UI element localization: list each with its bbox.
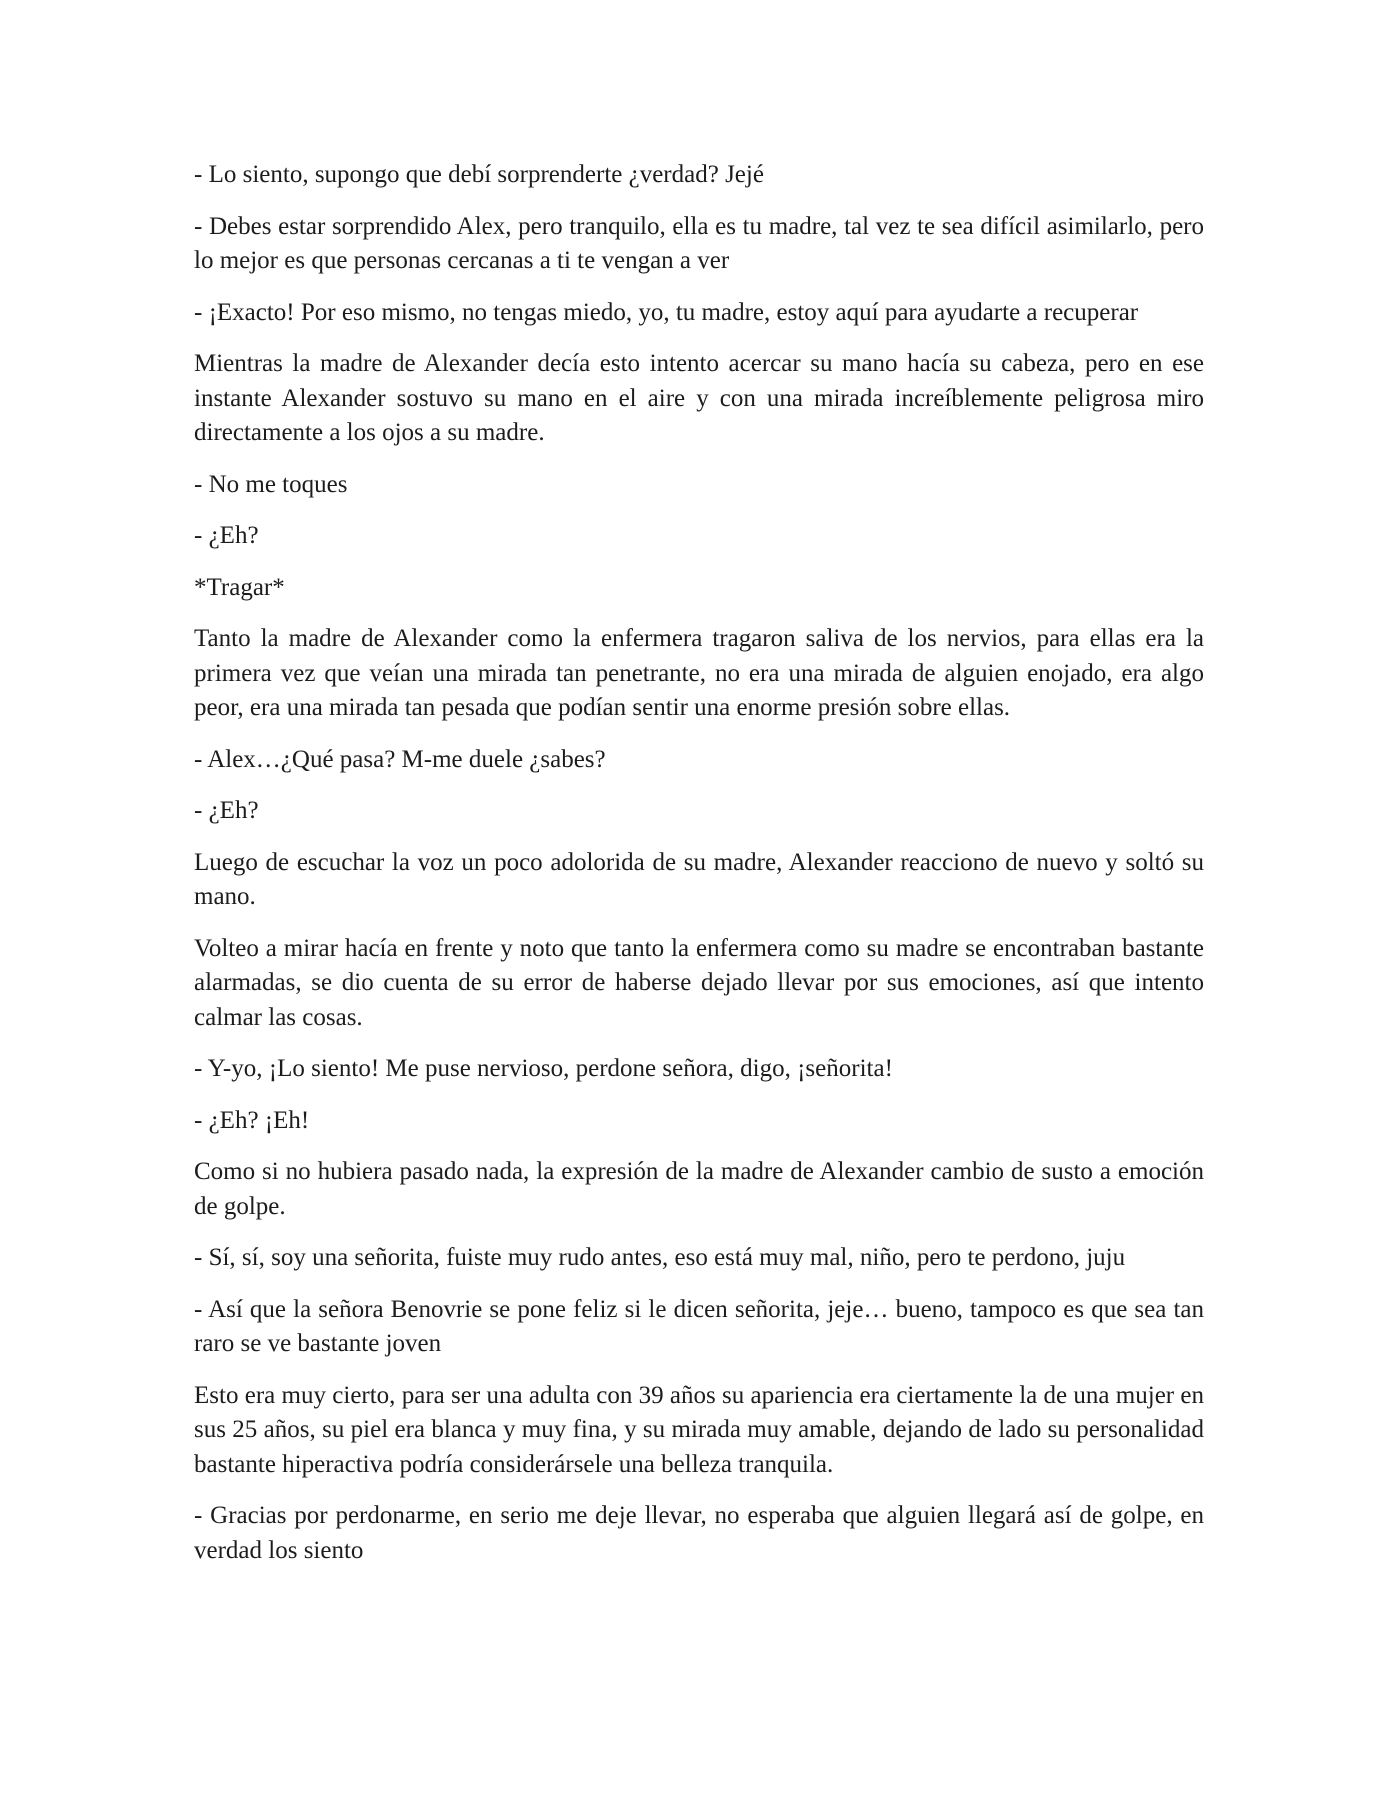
dialogue-line: - ¿Eh? bbox=[194, 522, 259, 549]
sound-effect-line: *Tragar* bbox=[194, 573, 285, 601]
narrative-paragraph: Mientras la madre de Alexander decía esto intento acercar su mano hacía su cabeza, pero en ese instante Alexander sostuvo su mano en el aire y con una mirada increíblemente peligrosa miro directamente a los ojos a su madre. bbox=[194, 350, 1204, 446]
narrative-paragraph: Esto era muy cierto, para ser una adulta con 39 años su apariencia era ciertamente la de una mujer en sus 25 años, su piel era blanca y muy fina, y su mirada muy amable, dejando de lado su personalidad bastante hiperactiva podría considerársele una belleza tranquila. bbox=[194, 1381, 1204, 1478]
dialogue-line: - Debes estar sorprendido Alex, pero tranquilo, ella es tu madre, tal vez te sea difícil asimilarlo, pero lo mejor es que personas cercanas a ti te vengan a ver bbox=[194, 212, 1204, 274]
dialogue-line: - ¿Eh? bbox=[194, 797, 259, 824]
dialogue-line: - Y-yo, ¡Lo siento! Me puse nervioso, perdone señora, digo, ¡señorita! bbox=[194, 1055, 893, 1082]
dialogue-line: - ¡Exacto! Por eso mismo, no tengas miedo, yo, tu madre, estoy aquí para ayudarte a recuperar bbox=[194, 298, 1139, 326]
dialogue-line: - No me toques bbox=[194, 470, 348, 498]
narrative-paragraph: Volteo a mirar hacía en frente y noto que tanto la enfermera como su madre se encontraban bastante alarmadas, se dio cuenta de su error de haberse dejado llevar por sus emociones, así que intento calmar las cosas. bbox=[194, 934, 1204, 1031]
dialogue-line: - Así que la señora Benovrie se pone feliz si le dicen señorita, jeje… bueno, tampoco es que sea tan raro se ve bastante joven bbox=[194, 1295, 1204, 1357]
narrative-paragraph: Como si no hubiera pasado nada, la expresión de la madre de Alexander cambio de susto a emoción de golpe. bbox=[194, 1158, 1204, 1220]
document-body bbox=[194, 158, 1204, 1585]
dialogue-line: - ¿Eh? ¡Eh! bbox=[194, 1106, 310, 1134]
dialogue-line: - Sí, sí, soy una señorita, fuiste muy rudo antes, eso está muy mal, niño, pero te perdono, juju bbox=[194, 1244, 1126, 1271]
dialogue-line: - Gracias por perdonarme, en serio me deje llevar, no esperaba que alguien llegará así de golpe, en verdad los siento bbox=[194, 1502, 1204, 1564]
dialogue-line: - Lo siento, supongo que debí sorprenderte ¿verdad? Jejé bbox=[194, 161, 764, 188]
narrative-paragraph: Tanto la madre de Alexander como la enfermera tragaron saliva de los nervios, para ellas era la primera vez que veían una mirada tan penetrante, no era una mirada de alguien enojado, era algo peor, era una mirada tan pesada que podían sentir una enorme presión sobre ellas. bbox=[194, 625, 1204, 721]
narrative-paragraph: Luego de escuchar la voz un poco adolorida de su madre, Alexander reacciono de nuevo y soltó su mano. bbox=[194, 848, 1204, 910]
dialogue-line: - Alex…¿Qué pasa? M-me duele ¿sabes? bbox=[194, 745, 606, 773]
